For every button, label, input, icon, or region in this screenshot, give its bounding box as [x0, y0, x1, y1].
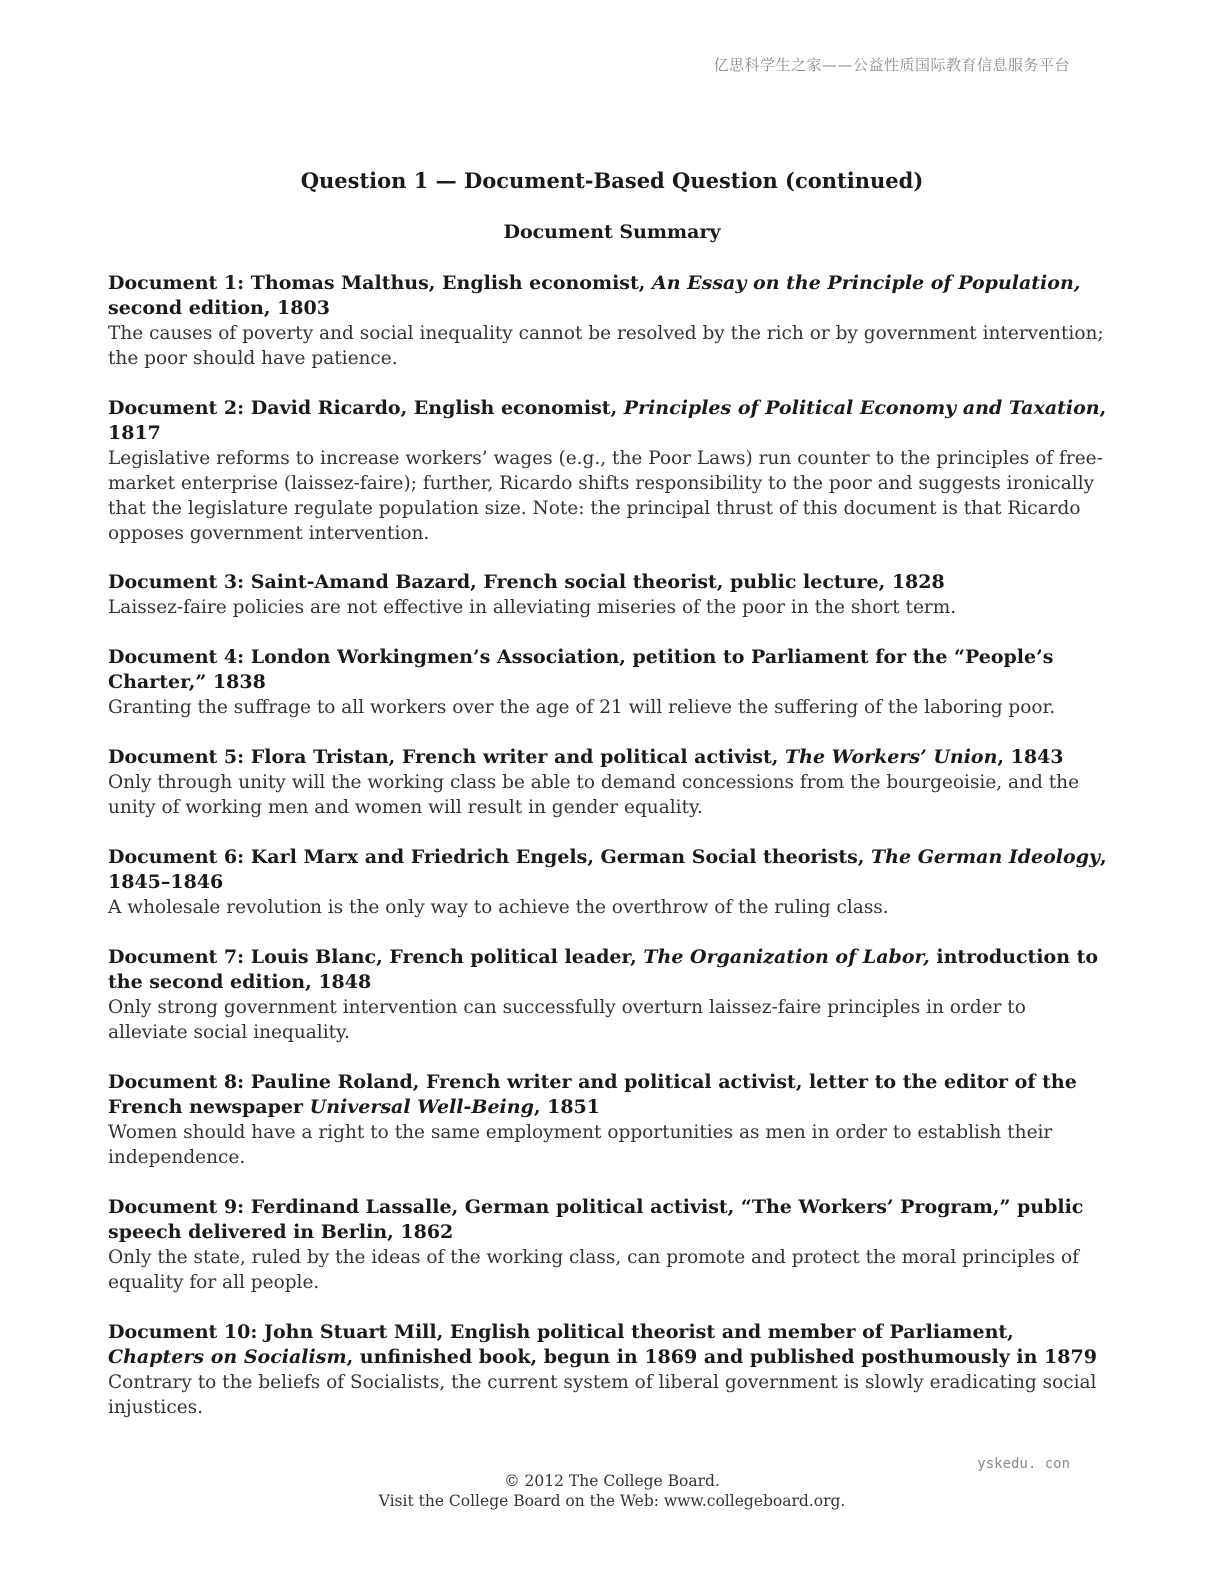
- document-entry-6: [108, 845, 1108, 920]
- document-summary: A wholesale revolution is the only way to achieve the overthrow of the ruling class.: [108, 897, 889, 918]
- document-summary: Granting the suffrage to all workers over the age of 21 will relieve the suffering of the laboring poor.: [108, 697, 1056, 718]
- page-title: Question 1 — Document-Based Question (continued): [300, 168, 924, 193]
- document-summary: Only strong government intervention can successfully overturn laissez-faire principles in order to alleviate social inequality.: [108, 997, 1026, 1043]
- site-watermark: yskedu. con: [977, 1456, 1070, 1472]
- document-entry-2: [108, 396, 1108, 546]
- header-watermark: 亿思科学生之家——公益性质国际教育信息服务平台: [713, 56, 1070, 74]
- document-entry-1: [108, 271, 1108, 371]
- document-summary: Legislative reforms to increase workers’ wages (e.g., the Poor Laws) run counter to the principles of free-market enterprise (laissez-faire); further, Ricardo shifts responsibility to the poor and suggests ironically that the legislature regulate population size. Note: the principal thrust of this document is that Ricardo opposes government intervention.: [108, 448, 1103, 544]
- document-heading: Document 4: London Workingmen’s Association, petition to Parliament for the “People’s Charter,” 1838: [108, 646, 1054, 693]
- document-entry-5: [108, 745, 1108, 820]
- document-summary: Contrary to the beliefs of Socialists, the current system of liberal government is slowly eradicating social injustices.: [108, 1372, 1097, 1418]
- document-summary: Only through unity will the working class be able to demand concessions from the bourgeoisie, and the unity of working men and women will result in gender equality.: [108, 772, 1080, 818]
- document-heading: Document 1: Thomas Malthus, English economist, An Essay on the Principle of Population, second edition, 1803: [108, 272, 1081, 319]
- document-heading: Document 8: Pauline Roland, French writer and political activist, letter to the editor of the French newspaper Universal Well-Being, 1851: [108, 1071, 1077, 1118]
- document-entry-8: [108, 1070, 1108, 1170]
- document-summary: Only the state, ruled by the ideas of the working class, can promote and protect the moral principles of equality for all people.: [108, 1247, 1079, 1293]
- document-entry-10: [108, 1320, 1108, 1420]
- document-entry-3: [108, 570, 1108, 620]
- document-entry-9: [108, 1195, 1108, 1295]
- section-subtitle: Document Summary: [503, 221, 721, 243]
- document-entry-4: [108, 645, 1108, 720]
- document-entry-7: [108, 945, 1108, 1045]
- document-summary: The causes of poverty and social inequality cannot be resolved by the rich or by government intervention; the poor should have patience.: [108, 323, 1104, 369]
- document-heading: Document 6: Karl Marx and Friedrich Engels, German Social theorists, The German Ideology, 1845–1846: [108, 846, 1107, 893]
- document-heading: Document 9: Ferdinand Lassalle, German political activist, “The Workers’ Program,” public speech delivered in Berlin, 1862: [108, 1196, 1084, 1243]
- document-summary: Women should have a right to the same employment opportunities as men in order to establish their independence.: [108, 1122, 1053, 1168]
- document-heading: Document 7: Louis Blanc, French political leader, The Organization of Labor, introduction to the second edition, 1848: [108, 946, 1099, 993]
- document-heading: Document 2: David Ricardo, English economist, Principles of Political Economy and Taxation, 1817: [108, 397, 1107, 444]
- document-summary: Laissez-faire policies are not effective in alleviating miseries of the poor in the short term.: [108, 597, 957, 618]
- document-heading: Document 10: John Stuart Mill, English political theorist and member of Parliament, Chapters on Socialism, unfinished book, begun in 1869 and published posthumously in 1879: [108, 1321, 1097, 1368]
- footer-copyright: © 2012 The College Board.: [504, 1472, 720, 1490]
- document-heading: Document 5: Flora Tristan, French writer and political activist, The Workers’ Union, 1843: [108, 746, 1064, 768]
- document-heading: Document 3: Saint-Amand Bazard, French social theorist, public lecture, 1828: [108, 571, 945, 593]
- footer-visit-link: Visit the College Board on the Web: www.collegeboard.org.: [378, 1492, 846, 1510]
